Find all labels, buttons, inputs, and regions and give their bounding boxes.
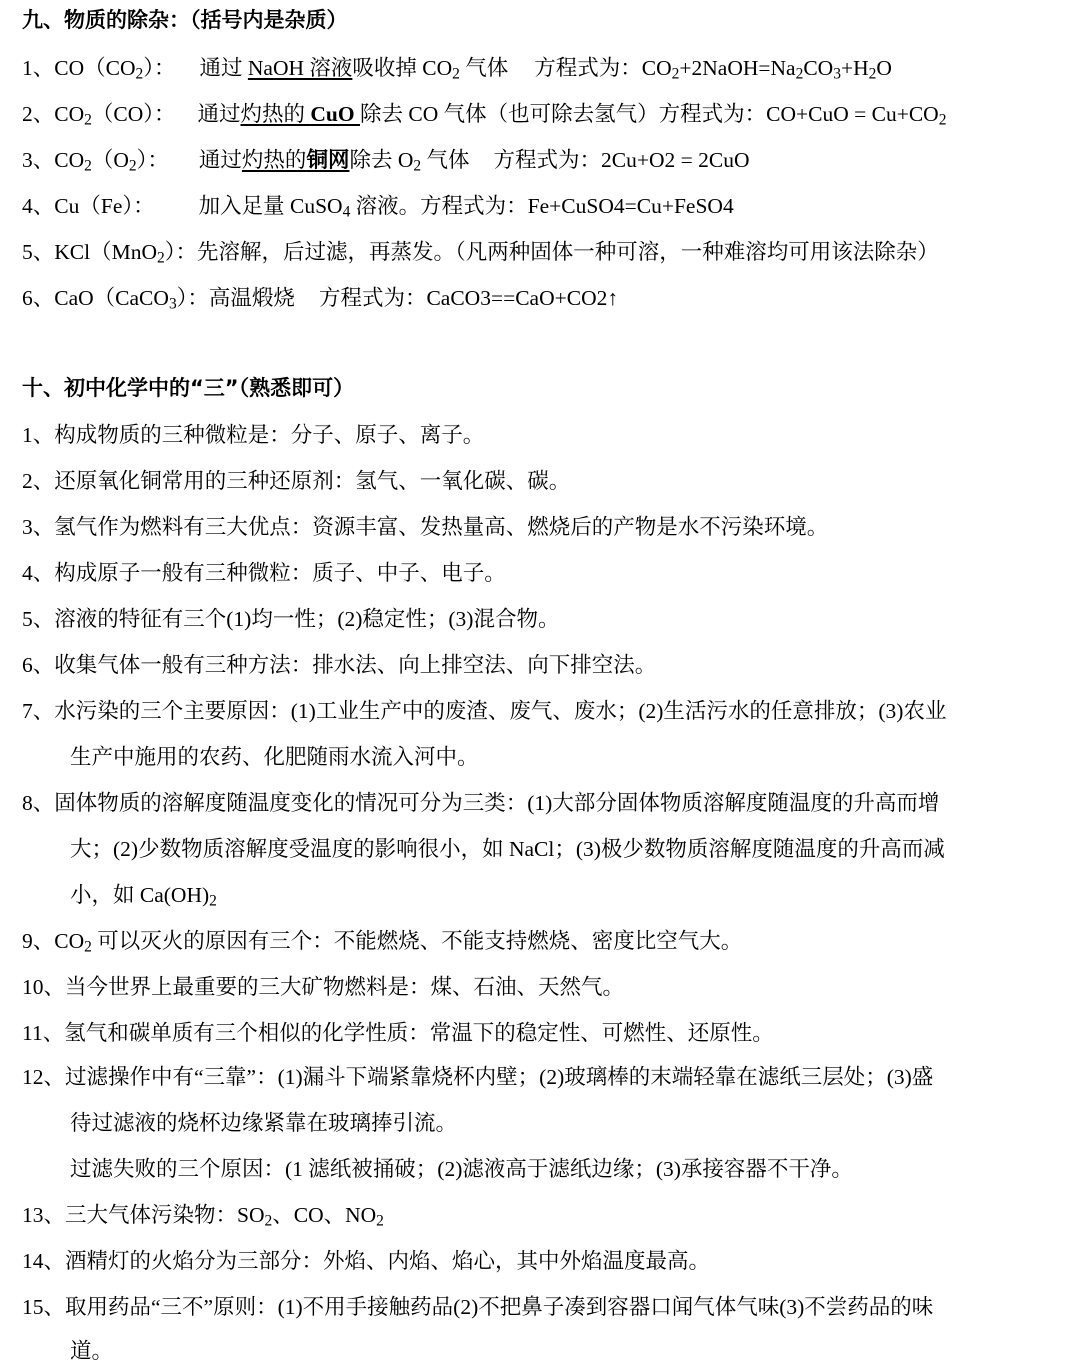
item-10-5: 5、溶液的特征有三个(1)均一性；(2)稳定性；(3)混合物。 — [22, 607, 560, 631]
item-10-15-cont: 道。 — [70, 1339, 114, 1363]
equation-part: CO+CuO = Cu+CO — [766, 102, 939, 126]
item-10-12-cont: 待过滤液的烧杯边缘紧靠在玻璃捧引流。 — [70, 1111, 458, 1135]
item-9-5 — [22, 238, 1040, 266]
item-10-1: 1、构成物质的三种微粒是：分子、原子、离子。 — [22, 423, 485, 447]
impurity-label: CO（CO — [54, 56, 136, 80]
underlined-bold-reagent: CuO — [310, 102, 360, 126]
equation-label: 方程式为： — [534, 56, 642, 80]
subscript: 2 — [413, 157, 422, 175]
item-number: 6、 — [22, 286, 55, 310]
impurity-label: Cu（Fe）： — [54, 194, 155, 218]
line-text: 可以灭火的原因有三个：不能燃烧、不能支持燃烧、密度比空气大。 — [91, 929, 743, 953]
method-text: 吸收掉 CO — [352, 56, 453, 80]
impurity-label: KCl（MnO — [54, 240, 157, 264]
item-10-3: 3、氢气作为燃料有三大优点：资源丰富、发热量高、燃烧后的产物是水不污染环境。 — [22, 515, 829, 539]
subscript: 2 — [376, 1212, 384, 1230]
item-10-10: 10、当今世界上最重要的三大矿物燃料是：煤、石油、天然气。 — [22, 975, 625, 999]
item-9-2 — [22, 100, 1040, 128]
line-text: 13、三大气体污染物：SO — [22, 1203, 265, 1227]
subscript: 2 — [209, 892, 217, 910]
item-9-6 — [22, 284, 1040, 312]
equation-part: 2Cu+O2 = 2CuO — [601, 148, 750, 172]
item-10-8-cont: 大；(2)少数物质溶解度受温度的影响很小，如 NaCl；(3)极少数物质溶解度随温度的升高而减 — [70, 837, 945, 861]
subscript: 2 — [84, 111, 92, 129]
equation-part: O — [876, 56, 892, 80]
subscript: 3 — [168, 295, 177, 313]
equation-part: CO — [641, 56, 672, 80]
underlined-reagent: NaOH 溶液 — [247, 56, 353, 80]
item-10-9 — [22, 927, 1040, 955]
underlined-bold-reagent: 铜网 — [306, 148, 350, 172]
subscript: 2 — [795, 65, 804, 83]
item-10-15: 15、取用药品“三不”原则：(1)不用手接触药品(2)不把鼻子凑到容器口闻气体气味(3)不尝药品的味 — [22, 1295, 934, 1319]
impurity-label-tail: （O — [91, 148, 129, 172]
equation-label: 方程式为： — [493, 148, 601, 172]
subscript: 2 — [671, 65, 680, 83]
line-text: 9、CO — [22, 929, 85, 953]
method-text: 气体 — [421, 148, 470, 172]
impurity-label-tail: ）： — [143, 56, 176, 80]
impurity-label-tail: （CO）： — [91, 102, 176, 126]
subscript: 2 — [868, 65, 877, 83]
subscript: 2 — [128, 157, 137, 175]
subscript: 2 — [157, 249, 165, 267]
item-9-4 — [22, 192, 1040, 220]
equation-part: +H — [840, 56, 869, 80]
item-10-7: 7、水污染的三个主要原因：(1)工业生产中的废渣、废气、废水；(2)生活污水的任意排放；(3)农业 — [22, 699, 947, 723]
equation-part: CO — [803, 56, 834, 80]
subscript: 2 — [135, 65, 144, 83]
equation-label: 方程式为： — [658, 102, 767, 126]
impurity-label: CO — [54, 102, 85, 126]
impurity-label: CO — [54, 148, 85, 172]
item-number: 2、 — [22, 102, 55, 126]
subscript: 4 — [342, 203, 351, 221]
method-text: 除去 CO 气体（也可除去氢气） — [360, 102, 659, 126]
impurity-label-tail: ）： — [136, 148, 169, 172]
method-text: 加入足量 CuSO — [198, 194, 343, 218]
equation-part: +2NaOH=Na — [679, 56, 796, 80]
method-text: 通过 — [199, 56, 248, 80]
item-number: 5、 — [22, 240, 55, 264]
method-text: 溶液。方程式为：Fe+CuSO4=Cu+FeSO4 — [350, 194, 734, 218]
method-text: ）：高温煅烧 — [176, 286, 295, 310]
subscript: 2 — [938, 111, 947, 129]
subscript: 3 — [833, 65, 841, 83]
item-number: 4、 — [22, 194, 55, 218]
method-text: 除去 O — [349, 148, 414, 172]
item-10-12-note: 过滤失败的三个原因：(1 滤纸被捅破；(2)滤液高于滤纸边缘；(3)承接容器不干净。 — [70, 1157, 853, 1181]
method-text: 气体 — [459, 56, 509, 80]
underlined-reagent: 灼热的 — [240, 102, 311, 126]
section-10-heading: 十、初中化学中的“三”（熟悉即可） — [22, 376, 355, 400]
item-10-6: 6、收集气体一般有三种方法：排水法、向上排空法、向下排空法。 — [22, 653, 657, 677]
item-10-11: 11、氢气和碳单质有三个相似的化学性质：常温下的稳定性、可燃性、还原性。 — [22, 1021, 774, 1045]
item-9-1 — [22, 54, 1040, 82]
item-10-8: 8、固体物质的溶解度随温度变化的情况可分为三类：(1)大部分固体物质溶解度随温度的升高而增 — [22, 791, 940, 815]
item-number: 3、 — [22, 148, 55, 172]
item-10-2: 2、还原氧化铜常用的三种还原剂：氢气、一氧化碳、碳。 — [22, 469, 571, 493]
subscript: 2 — [84, 938, 92, 956]
subscript: 2 — [452, 65, 460, 83]
section-9-heading: 九、物质的除杂：（括号内是杂质） — [22, 8, 348, 32]
item-10-13 — [22, 1201, 1040, 1229]
method-text: 通过 — [197, 102, 241, 126]
line-text: 小，如 Ca(OH) — [70, 883, 210, 907]
method-text: 通过 — [198, 148, 242, 172]
subscript: 2 — [84, 157, 92, 175]
item-10-4: 4、构成原子一般有三种微粒：质子、中子、电子。 — [22, 561, 506, 585]
equation-part: 方程式为：CaCO3==CaO+CO2↑ — [318, 286, 619, 310]
item-10-7-cont: 生产中施用的农药、化肥随雨水流入河中。 — [70, 745, 479, 769]
item-9-3 — [22, 146, 1040, 174]
item-number: 1、 — [22, 56, 55, 80]
item-10-8-cont2 — [70, 881, 1040, 909]
subscript: 2 — [264, 1212, 273, 1230]
item-10-12: 12、过滤操作中有“三靠”：(1)漏斗下端紧靠烧杯内壁；(2)玻璃棒的末端轻靠在滤纸三层处；(3)盛 — [22, 1065, 934, 1089]
impurity-label: CaO（CaCO — [54, 286, 169, 310]
underlined-reagent: 灼热的 — [241, 148, 307, 172]
item-10-14: 14、酒精灯的火焰分为三部分：外焰、内焰、焰心，其中外焰温度最高。 — [22, 1249, 711, 1273]
method-text: ）：先溶解，后过滤，再蒸发。（凡两种固体一种可溶，一种难溶均可用该法除杂） — [164, 240, 939, 264]
line-text: 、CO、NO — [272, 1203, 377, 1227]
